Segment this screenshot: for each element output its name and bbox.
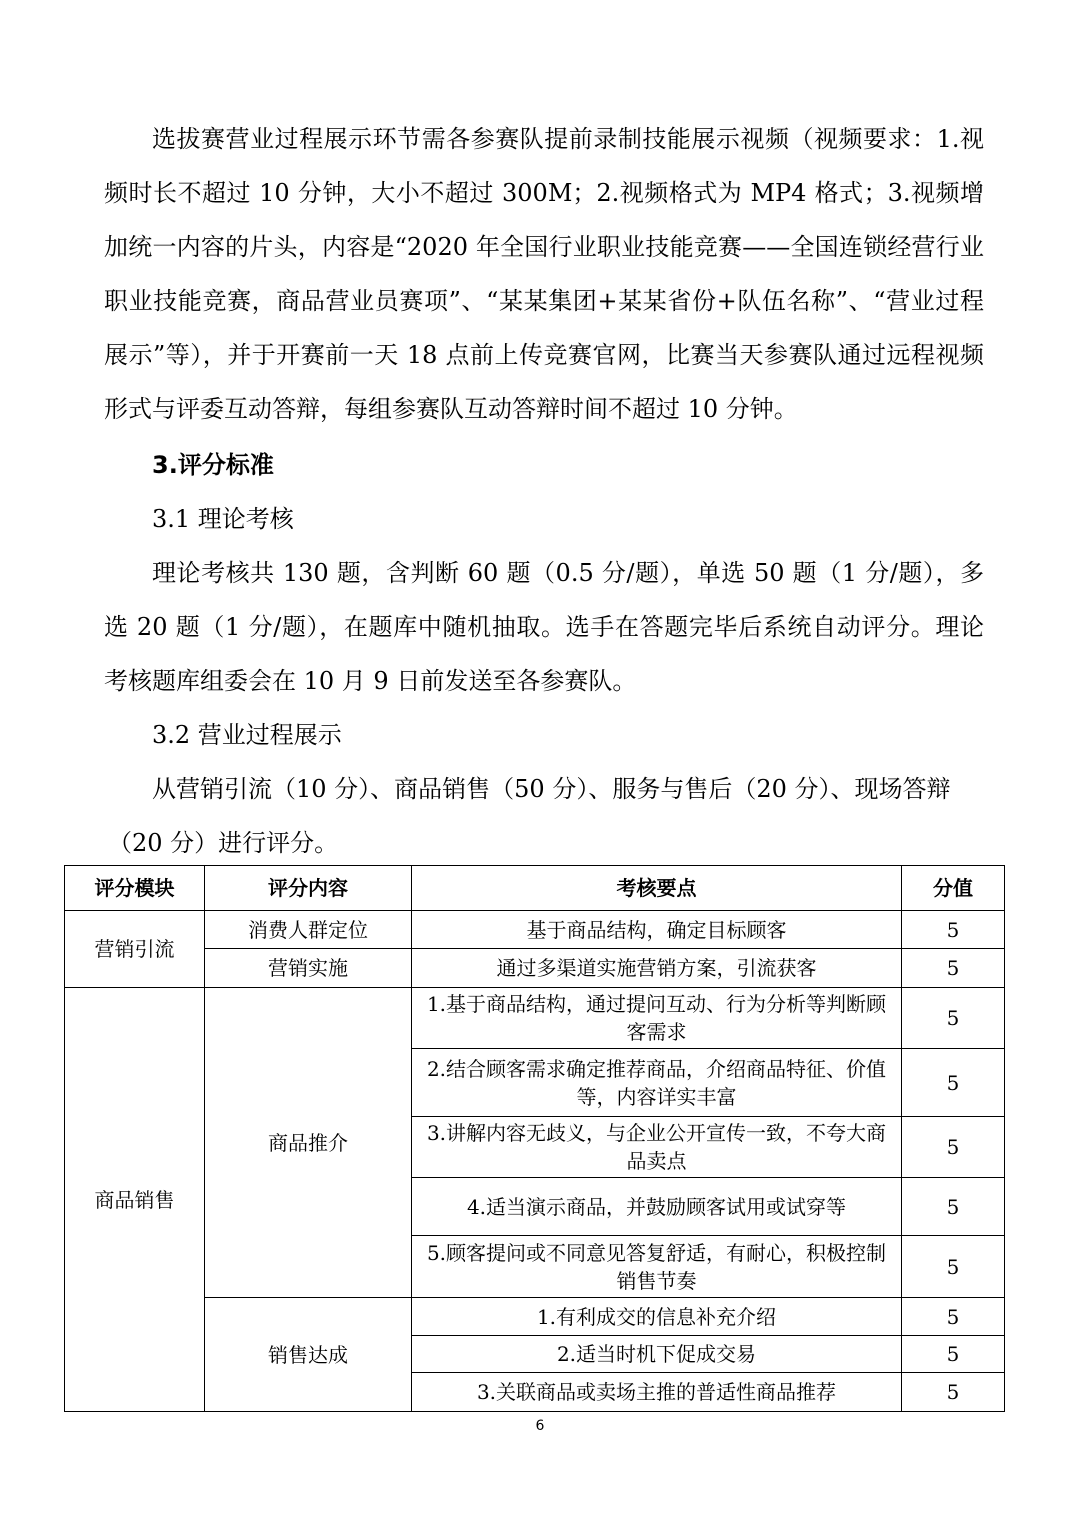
score-cell: 5 [902, 1236, 1005, 1298]
header-score: 分值 [902, 866, 1005, 911]
score-cell: 5 [902, 949, 1005, 988]
paragraph-theory: 理论考核共 130 题，含判断 60 题（0.5 分/题），单选 50 题（1 分/题），多选 20 题（1 分/题），在题库中随机抽取。选手在答题完毕后系统自动评分。理论考核题库组委会在 10 月 9 日前发送至各参赛队。 [104, 559, 984, 695]
point-cell: 2.适当时机下促成交易 [412, 1336, 902, 1373]
header-module: 评分模块 [65, 866, 205, 911]
score-cell: 5 [902, 1178, 1005, 1236]
content-cell: 营销实施 [205, 949, 412, 988]
table-row [65, 911, 1005, 949]
content-cell: 销售达成 [205, 1298, 412, 1412]
table-header-row [65, 866, 1005, 911]
point-cell: 通过多渠道实施营销方案，引流获客 [412, 949, 902, 988]
paragraph-video-requirements: 选拔赛营业过程展示环节需各参赛队提前录制技能展示视频（视频要求：1.视频时长不超过 10 分钟，大小不超过 300M；2.视频格式为 MP4 格式；3.视频增加统一内容的片头，内容是“2020 年全国行业职业技能竞赛——全国连锁经营行业职业技能竞赛，商品营业员赛项”、“某某集团+某某省份+队伍名称”、“营业过程展示”等），并于开赛前一天 18 点前上传竞赛官网，比赛当天参赛队通过远程视频形式与评委互动答辩，每组参赛队互动答辩时间不超过 10 分钟。 [104, 125, 984, 423]
point-cell: 5.顾客提问或不同意见答复舒适，有耐心，积极控制销售节奏 [412, 1236, 902, 1298]
paragraph-business-process: 从营销引流（10 分）、商品销售（50 分）、服务与售后（20 分）、现场答辩 [152, 775, 951, 803]
content-cell: 消费人群定位 [205, 911, 412, 949]
score-cell: 5 [902, 1049, 1005, 1117]
paragraph-business-process-cont: （20 分）进行评分。 [108, 829, 339, 857]
content-cell: 商品推介 [205, 988, 412, 1298]
point-cell: 3.讲解内容无歧义，与企业公开宣传一致，不夸大商品卖点 [412, 1117, 902, 1178]
header-content: 评分内容 [205, 866, 412, 911]
score-cell: 5 [902, 1373, 1005, 1412]
table-row [65, 949, 1005, 988]
scoring-table [64, 865, 1005, 1412]
score-cell: 5 [902, 1298, 1005, 1336]
page-number: 6 [535, 1418, 545, 1434]
point-cell: 2.结合顾客需求确定推荐商品，介绍商品特征、价值等，内容详实丰富 [412, 1049, 902, 1117]
table-row [65, 988, 1005, 1049]
point-cell: 基于商品结构，确定目标顾客 [412, 911, 902, 949]
module-cell: 营销引流 [65, 911, 205, 988]
point-cell: 1.有利成交的信息补充介绍 [412, 1298, 902, 1336]
point-cell: 1.基于商品结构，通过提问互动、行为分析等判断顾客需求 [412, 988, 902, 1049]
score-cell: 5 [902, 911, 1005, 949]
module-cell: 商品销售 [65, 988, 205, 1412]
point-cell: 3.关联商品或卖场主推的普适性商品推荐 [412, 1373, 902, 1412]
score-cell: 5 [902, 1117, 1005, 1178]
point-cell: 4.适当演示商品，并鼓励顾客试用或试穿等 [412, 1178, 902, 1236]
score-cell: 5 [902, 1336, 1005, 1373]
header-points: 考核要点 [412, 866, 902, 911]
table-row [65, 1298, 1005, 1336]
subheading-theory: 3.1 理论考核 [152, 505, 294, 533]
section-heading-scoring: 3.评分标准 [152, 451, 274, 479]
score-cell: 5 [902, 988, 1005, 1049]
subheading-business-process: 3.2 营业过程展示 [152, 721, 342, 749]
